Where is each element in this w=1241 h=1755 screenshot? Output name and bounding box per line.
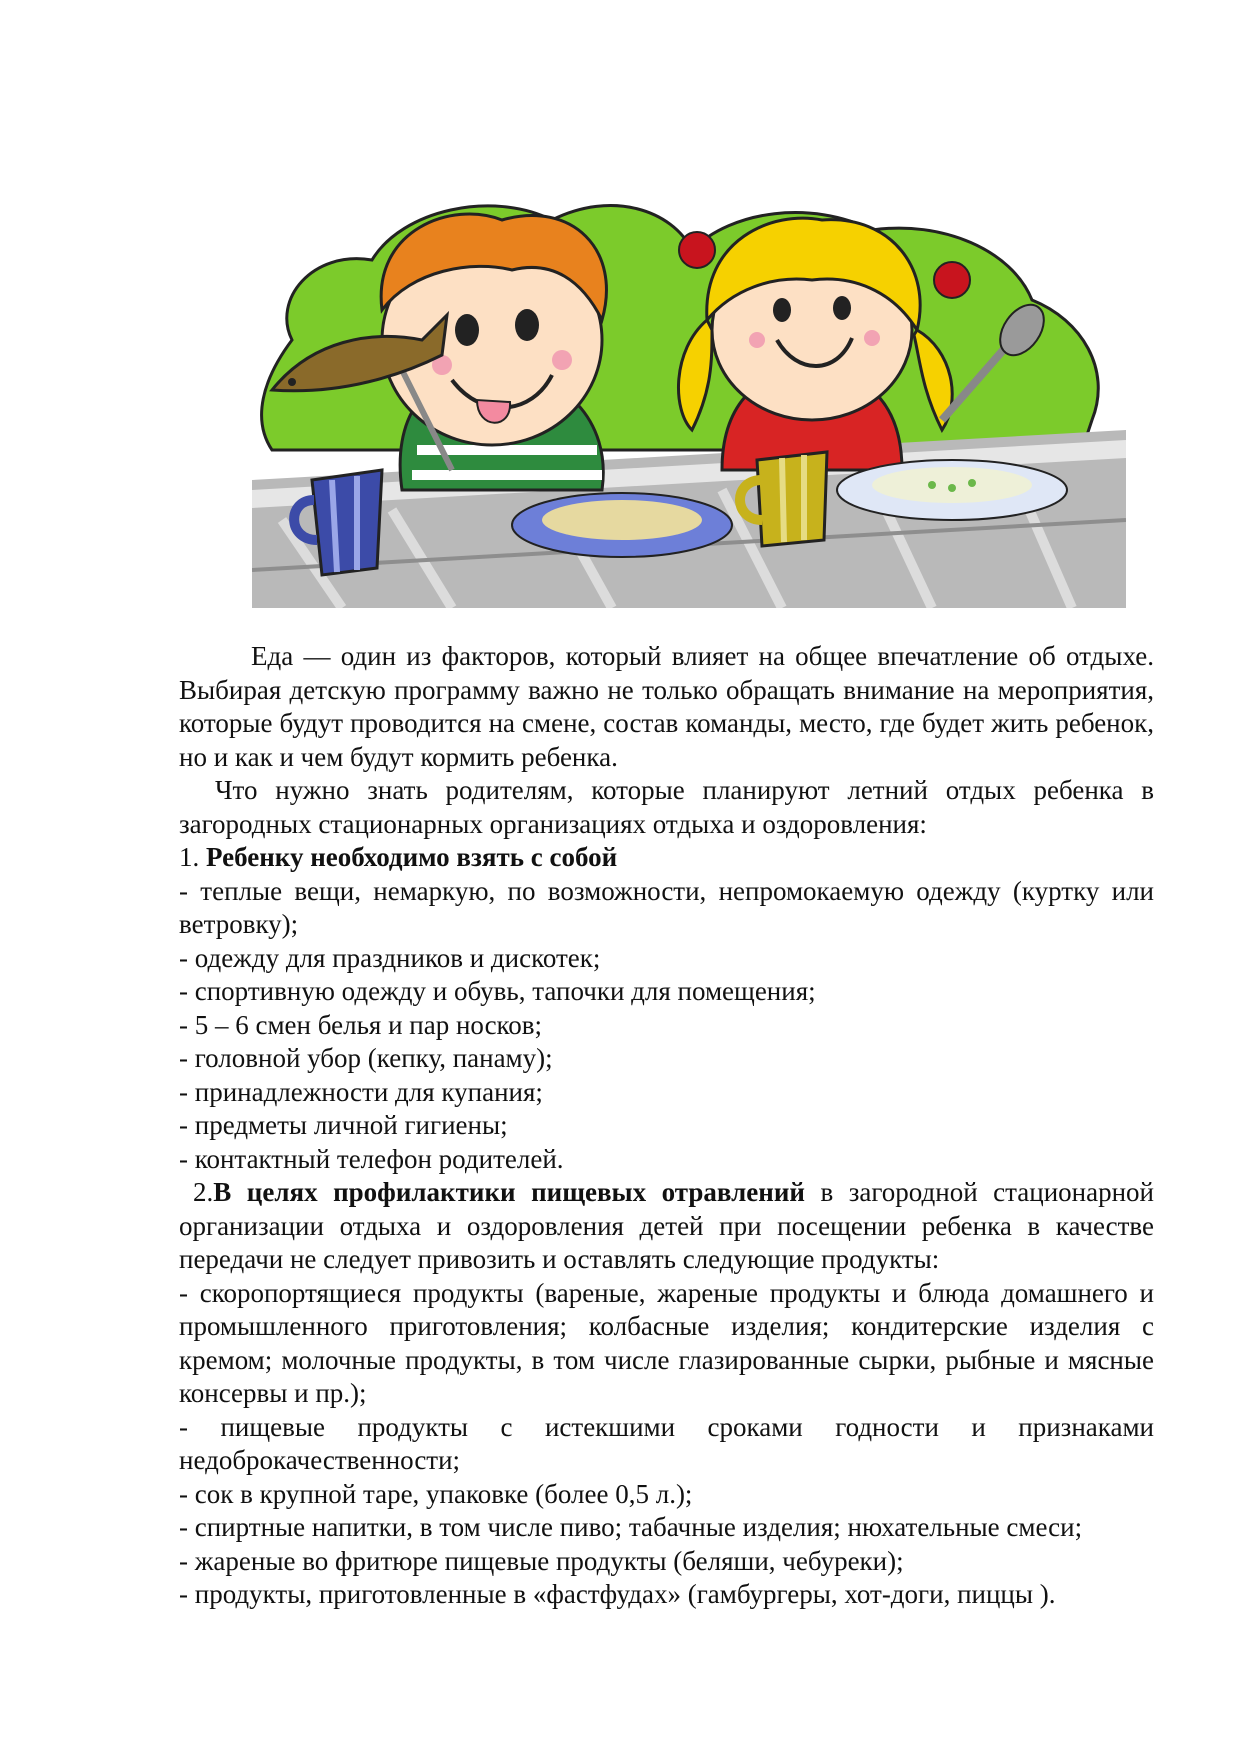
list-item: - 5 – 6 смен белья и пар носков; (179, 1009, 543, 1040)
list-item: - спортивную одежду и обувь, тапочки для помещения; (179, 976, 816, 1006)
list-item: - спиртные напитки, в том числе пиво; табачные изделия; нюхательные смеси; (179, 1512, 1083, 1542)
list-item: - пищевые продукты с истекшими сроками годности и признаками недоброкачественности; (179, 1411, 1154, 1475)
boy-plate (512, 493, 732, 557)
children-eating-illustration (252, 190, 1126, 608)
section1-title: Ребенку необходимо взять с собой (206, 842, 618, 872)
list-item: - жареные во фритюре пищевые продукты (беляши, чебуреки); (179, 1545, 904, 1576)
list-item: - скоропортящиеся продукты (вареные, жареные продукты и блюда домашнего и промышленного приготовления; колбасные изделия; кондитерские изделия с кремом; молочные продукты, в том числе глазированные сырки, рыбные и мясные консервы и пр.); (179, 1277, 1154, 1408)
list-item: - предметы личной гигиены; (179, 1110, 508, 1140)
section1-heading (179, 841, 1154, 875)
list-item: - одежду для праздников и дискотек; (179, 942, 601, 973)
intro-paragraph: Еда — один из факторов, который влияет на общее впечатление об отдыхе. Выбирая детскую программу важно не только обращать внимание на мероприятия, которые будут проводится на смене, состав команды, место, где будет жить ребенок, но и как и чем будут кормить ребенка. (179, 641, 1154, 772)
list-item: - принадлежности для купания; (179, 1076, 543, 1107)
list-item: - теплые вещи, немаркую, по возможности, непромокаемую одежду (куртку или ветровку); (179, 875, 1154, 939)
list-item: - головной убор (кепку, панаму); (179, 1043, 553, 1073)
list-item: - контактный телефон родителей. (179, 1143, 564, 1174)
girl-plate (837, 460, 1067, 520)
section1-number: 1. (179, 842, 206, 872)
section2-text: в загородной стационарной организации отдыха и оздоровления детей при посещении ребенка в качестве передачи не следует привозить и оставлять следующие продукты: (179, 1177, 1154, 1274)
section2-title: В целях профилактики пищевых отравлений (213, 1177, 805, 1207)
section2-number: 2. (193, 1177, 214, 1207)
list-item: - сок в крупной таре, упаковке (более 0,5 л.); (179, 1478, 693, 1509)
section2-paragraph (179, 1176, 1154, 1277)
document-body (179, 640, 1154, 1612)
list-item: - продукты, приготовленные в «фастфудах» (гамбургеры, хот-доги, пиццы ). (179, 1579, 1056, 1609)
parents-paragraph: Что нужно знать родителям, которые планируют летний отдых ребенка в загородных стационарных организациях отдыха и оздоровления: (179, 775, 1154, 839)
